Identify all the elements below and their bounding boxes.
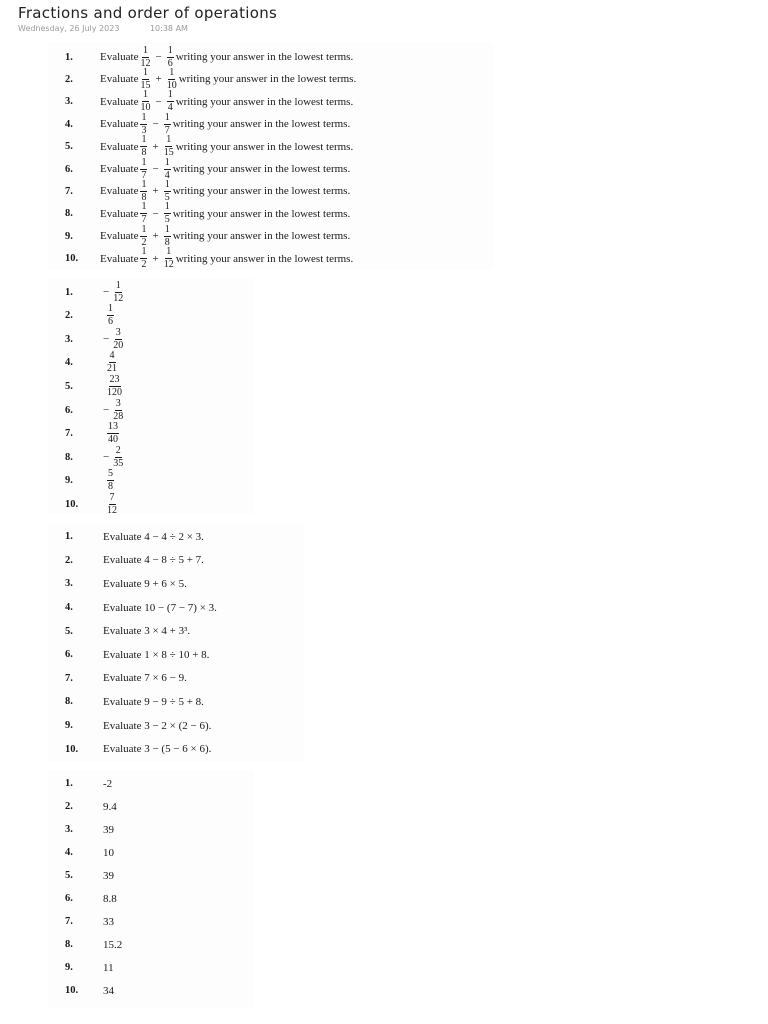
question-number: 1. bbox=[65, 51, 73, 63]
denominator: 2 bbox=[141, 236, 147, 248]
question-row bbox=[65, 91, 493, 113]
denominator: 20 bbox=[113, 339, 124, 351]
page-header bbox=[18, 4, 277, 33]
denominator: 15 bbox=[140, 79, 151, 91]
question-row bbox=[65, 667, 304, 691]
numerator: 3 bbox=[115, 326, 121, 338]
question-prefix: Evaluate bbox=[100, 185, 139, 198]
numerator: 1 bbox=[141, 223, 147, 235]
question-row bbox=[65, 690, 304, 714]
denominator: 35 bbox=[113, 457, 124, 469]
question-number: 8. bbox=[65, 696, 73, 708]
fraction bbox=[113, 328, 123, 351]
question-row bbox=[65, 203, 493, 225]
question-row bbox=[65, 136, 493, 158]
answer-row bbox=[65, 818, 254, 841]
operator: − bbox=[152, 207, 159, 220]
denominator: 7 bbox=[141, 169, 147, 181]
answer-value: 39 bbox=[103, 869, 114, 882]
fraction bbox=[140, 135, 147, 158]
answer-number: 6. bbox=[65, 893, 73, 904]
fraction bbox=[107, 351, 117, 374]
denominator: 21 bbox=[107, 363, 117, 375]
answer-row bbox=[65, 864, 254, 887]
numerator: 1 bbox=[141, 134, 147, 146]
numerator: 1 bbox=[141, 201, 147, 213]
fraction bbox=[167, 68, 177, 91]
question-suffix: writing your answer in the lowest terms. bbox=[175, 95, 354, 108]
question-row bbox=[65, 248, 493, 270]
question-suffix: writing your answer in the lowest terms. bbox=[178, 73, 357, 86]
denominator: 6 bbox=[167, 57, 173, 69]
numerator: 1 bbox=[141, 246, 147, 258]
answer-row bbox=[65, 469, 254, 493]
fraction bbox=[167, 90, 174, 113]
answer-row bbox=[65, 304, 254, 328]
fraction bbox=[113, 446, 123, 469]
question-suffix: writing your answer in the lowest terms. bbox=[175, 252, 354, 265]
numerator: 1 bbox=[141, 178, 147, 190]
question-row bbox=[65, 572, 304, 596]
fraction bbox=[107, 422, 119, 445]
order-questions bbox=[48, 524, 304, 762]
numerator: 1 bbox=[142, 44, 148, 56]
answer-value: 34 bbox=[103, 984, 114, 997]
order-answers bbox=[48, 770, 254, 1008]
question-number: 9. bbox=[65, 720, 73, 732]
question-number: 10. bbox=[65, 253, 79, 265]
fraction bbox=[140, 202, 147, 225]
answer-row bbox=[65, 910, 254, 933]
answer-sign: − bbox=[103, 404, 110, 416]
question-number: 6. bbox=[65, 649, 73, 661]
denominator: 6 bbox=[108, 316, 113, 328]
answer-row bbox=[65, 374, 254, 398]
answer-row bbox=[65, 956, 254, 979]
question-number: 4. bbox=[65, 602, 73, 614]
fraction bbox=[140, 158, 147, 181]
fraction bbox=[164, 247, 174, 270]
answer-number: 2. bbox=[65, 310, 73, 322]
denominator: 10 bbox=[140, 102, 151, 114]
numerator: 7 bbox=[109, 491, 115, 503]
answer-row bbox=[65, 841, 254, 864]
answer-row bbox=[65, 398, 254, 422]
question-prefix: Evaluate bbox=[100, 95, 139, 108]
answer-number: 1. bbox=[65, 778, 73, 789]
question-text: Evaluate 3 − (5 − 6 × 6). bbox=[103, 743, 212, 756]
question-number: 2. bbox=[65, 73, 73, 85]
numerator: 1 bbox=[115, 279, 121, 291]
question-text: Evaluate 3 × 4 + 3³. bbox=[103, 625, 191, 638]
question-suffix: writing your answer in the lowest terms. bbox=[172, 207, 351, 220]
answer-sign: − bbox=[103, 451, 110, 464]
page-time: 10:38 AM bbox=[149, 24, 188, 33]
question-text: Evaluate 7 × 6 − 9. bbox=[103, 672, 187, 685]
question-text: Evaluate 1 × 8 ÷ 10 + 8. bbox=[103, 648, 210, 661]
fraction bbox=[167, 46, 174, 69]
operator: − bbox=[155, 51, 162, 63]
question-prefix: Evaluate bbox=[100, 163, 139, 175]
answer-value: 33 bbox=[103, 915, 114, 928]
numerator: 1 bbox=[166, 246, 172, 258]
fraction bbox=[164, 202, 171, 225]
question-prefix: Evaluate bbox=[100, 252, 139, 265]
numerator: 1 bbox=[164, 178, 170, 190]
question-text: Evaluate 4 − 4 ÷ 2 × 3. bbox=[103, 530, 204, 543]
denominator: 15 bbox=[163, 147, 174, 159]
answer-number: 4. bbox=[65, 357, 73, 369]
numerator: 1 bbox=[167, 44, 173, 56]
fraction bbox=[140, 68, 150, 91]
question-number: 3. bbox=[65, 578, 73, 590]
question-number: 2. bbox=[65, 554, 73, 566]
answer-number: 8. bbox=[65, 939, 73, 950]
answer-row bbox=[65, 422, 254, 446]
fraction bbox=[140, 180, 147, 203]
answer-number: 7. bbox=[65, 428, 73, 440]
question-row bbox=[65, 643, 304, 667]
denominator: 8 bbox=[164, 236, 170, 248]
numerator: 5 bbox=[108, 468, 113, 480]
question-suffix: writing your answer in the lowest terms. bbox=[172, 163, 351, 175]
denominator: 10 bbox=[166, 79, 177, 91]
answer-row bbox=[65, 795, 254, 818]
answer-sign: − bbox=[103, 333, 110, 346]
denominator: 12 bbox=[163, 259, 174, 271]
fraction bbox=[164, 158, 171, 181]
answer-number: 7. bbox=[65, 916, 73, 927]
operator: + bbox=[155, 73, 162, 86]
answer-number: 5. bbox=[65, 870, 73, 881]
answer-row bbox=[65, 772, 254, 795]
numerator: 1 bbox=[169, 66, 175, 78]
fraction bbox=[164, 180, 171, 203]
operator: − bbox=[155, 95, 162, 108]
numerator: 1 bbox=[164, 223, 170, 235]
answer-row bbox=[65, 445, 254, 469]
numerator: 13 bbox=[108, 421, 118, 433]
question-row bbox=[65, 619, 304, 643]
question-number: 4. bbox=[65, 118, 73, 130]
question-row bbox=[65, 68, 493, 90]
numerator: 23 bbox=[109, 373, 120, 385]
numerator: 1 bbox=[164, 111, 170, 123]
question-suffix: writing your answer in the lowest terms. bbox=[175, 140, 354, 153]
question-row bbox=[65, 549, 304, 573]
fraction bbox=[140, 46, 150, 69]
answer-number: 2. bbox=[65, 801, 73, 812]
denominator: 8 bbox=[141, 191, 147, 203]
fraction bbox=[107, 375, 122, 398]
denominator: 4 bbox=[164, 169, 170, 181]
question-number: 5. bbox=[65, 625, 73, 637]
page-meta bbox=[18, 24, 277, 33]
answer-value: 11 bbox=[103, 961, 114, 974]
operator: + bbox=[152, 185, 159, 198]
fraction bbox=[140, 113, 147, 136]
fraction bbox=[107, 304, 114, 327]
denominator: 5 bbox=[164, 214, 170, 226]
denominator: 12 bbox=[107, 504, 117, 516]
numerator: 3 bbox=[115, 397, 121, 409]
question-number: 6. bbox=[65, 163, 73, 175]
answer-value: 8.8 bbox=[103, 892, 117, 905]
question-text: Evaluate 9 − 9 ÷ 5 + 8. bbox=[103, 695, 204, 708]
question-row bbox=[65, 225, 493, 247]
question-prefix: Evaluate bbox=[100, 73, 139, 86]
question-suffix: writing your answer in the lowest terms. bbox=[172, 230, 351, 243]
fraction bbox=[164, 113, 171, 136]
question-prefix: Evaluate bbox=[100, 118, 139, 131]
question-row bbox=[65, 113, 493, 135]
operator: − bbox=[152, 163, 159, 175]
answer-number: 1. bbox=[65, 286, 73, 298]
answer-row bbox=[65, 887, 254, 910]
denominator: 12 bbox=[113, 292, 124, 304]
answer-value: 10 bbox=[103, 846, 114, 859]
denominator: 7 bbox=[141, 214, 147, 226]
question-number: 10. bbox=[65, 743, 79, 755]
answer-number: 9. bbox=[65, 475, 73, 487]
question-text: Evaluate 3 − 2 × (2 − 6). bbox=[103, 719, 212, 732]
numerator: 1 bbox=[141, 156, 147, 168]
fraction bbox=[113, 399, 123, 422]
question-suffix: writing your answer in the lowest terms. bbox=[175, 51, 354, 63]
numerator: 1 bbox=[167, 89, 173, 101]
question-number: 7. bbox=[65, 672, 73, 684]
page-date: Wednesday, 26 July 2023 bbox=[18, 24, 120, 33]
denominator: 4 bbox=[167, 102, 173, 114]
operator: − bbox=[152, 118, 159, 131]
question-row bbox=[65, 158, 493, 180]
numerator: 1 bbox=[108, 303, 113, 315]
denominator: 7 bbox=[164, 124, 170, 136]
operator: + bbox=[152, 252, 159, 265]
answer-row bbox=[65, 492, 254, 516]
operator: + bbox=[152, 230, 159, 243]
answer-number: 3. bbox=[65, 333, 73, 345]
denominator: 12 bbox=[140, 57, 151, 69]
numerator: 1 bbox=[164, 201, 170, 213]
answer-value: -2 bbox=[103, 777, 113, 790]
answer-row bbox=[65, 351, 254, 375]
answer-number: 9. bbox=[65, 962, 73, 973]
answer-number: 8. bbox=[65, 451, 73, 463]
question-row bbox=[65, 525, 304, 549]
question-number: 5. bbox=[65, 141, 73, 153]
question-prefix: Evaluate bbox=[100, 230, 139, 243]
answer-row bbox=[65, 280, 254, 304]
answer-row bbox=[65, 979, 254, 1002]
numerator: 1 bbox=[142, 66, 148, 78]
denominator: 5 bbox=[164, 191, 170, 203]
question-row bbox=[65, 714, 304, 738]
numerator: 4 bbox=[109, 350, 115, 362]
question-row bbox=[65, 180, 493, 202]
answer-number: 10. bbox=[65, 985, 79, 996]
fraction bbox=[164, 225, 171, 248]
question-text: Evaluate 4 − 8 ÷ 5 + 7. bbox=[103, 554, 204, 567]
fraction bbox=[164, 135, 174, 158]
operator: + bbox=[152, 140, 159, 153]
fraction bbox=[140, 225, 147, 248]
fraction bbox=[107, 469, 114, 492]
answer-row bbox=[65, 933, 254, 956]
fraction bbox=[140, 90, 150, 113]
question-row bbox=[65, 737, 304, 761]
fraction bbox=[107, 493, 117, 516]
fraction-questions bbox=[48, 42, 493, 270]
numerator: 1 bbox=[141, 111, 147, 123]
fraction-answers bbox=[48, 278, 254, 514]
question-suffix: writing your answer in the lowest terms. bbox=[172, 185, 351, 198]
question-text: Evaluate 9 + 6 × 5. bbox=[103, 577, 187, 590]
answer-number: 6. bbox=[65, 404, 73, 416]
question-number: 1. bbox=[65, 531, 73, 543]
answer-number: 10. bbox=[65, 498, 79, 510]
numerator: 2 bbox=[115, 444, 121, 456]
denominator: 8 bbox=[108, 481, 113, 493]
answer-value: 39 bbox=[103, 823, 114, 836]
question-number: 7. bbox=[65, 185, 73, 197]
answer-number: 4. bbox=[65, 847, 73, 858]
question-row bbox=[65, 596, 304, 620]
question-number: 9. bbox=[65, 230, 73, 242]
question-number: 8. bbox=[65, 208, 73, 220]
question-row bbox=[65, 46, 493, 68]
denominator: 2 bbox=[141, 259, 147, 271]
answer-value: 15.2 bbox=[103, 938, 123, 951]
numerator: 1 bbox=[166, 134, 172, 146]
numerator: 1 bbox=[164, 156, 170, 168]
denominator: 120 bbox=[107, 386, 122, 398]
answer-row bbox=[65, 327, 254, 351]
answer-number: 5. bbox=[65, 380, 73, 392]
denominator: 8 bbox=[141, 147, 147, 159]
question-prefix: Evaluate bbox=[100, 140, 139, 153]
question-number: 3. bbox=[65, 96, 73, 108]
answer-number: 3. bbox=[65, 824, 73, 835]
answer-value: 9.4 bbox=[103, 800, 117, 813]
question-prefix: Evaluate bbox=[100, 51, 139, 63]
fraction bbox=[140, 247, 147, 270]
numerator: 1 bbox=[142, 89, 148, 101]
denominator: 28 bbox=[113, 410, 124, 422]
denominator: 3 bbox=[141, 124, 147, 136]
denominator: 40 bbox=[108, 434, 118, 446]
question-text: Evaluate 10 − (7 − 7) × 3. bbox=[103, 601, 217, 614]
fraction bbox=[113, 281, 123, 304]
page-title: Fractions and order of operations bbox=[18, 4, 278, 22]
question-prefix: Evaluate bbox=[100, 207, 139, 220]
answer-sign: − bbox=[103, 286, 110, 298]
question-suffix: writing your answer in the lowest terms. bbox=[172, 118, 351, 131]
